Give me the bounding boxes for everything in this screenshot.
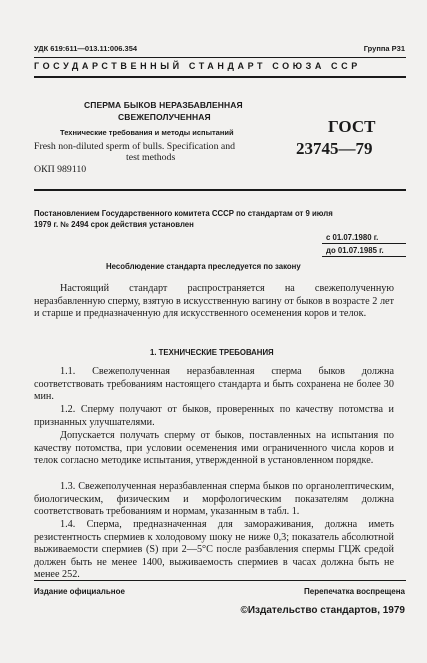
validity-rule-1 xyxy=(322,243,406,244)
validity-rule-2 xyxy=(322,256,406,257)
banner-rule xyxy=(34,76,406,78)
gost-label: ГОСТ xyxy=(328,117,376,136)
doc-subtitle: Технические требования и методы испытаний xyxy=(60,128,234,137)
top-rule xyxy=(34,57,406,58)
english-title-line1: Fresh non-diluted sperm of bulls. Specification and xyxy=(34,141,236,152)
okp-code: ОКП 989110 xyxy=(34,164,87,175)
legal-warning: Несоблюдение стандарта преследуется по закону xyxy=(106,262,301,271)
title-rule xyxy=(34,189,406,191)
english-title-line2: test methods xyxy=(126,152,176,163)
decree-line2: 1979 г. № 2494 срок действия установлен xyxy=(34,220,194,229)
gost-number: 23745—79 xyxy=(296,139,373,158)
validity-from: с 01.07.1980 г. xyxy=(326,233,379,242)
reprint-prohibited: Перепечатка воспрещена xyxy=(304,587,405,596)
group-code: Группа Р31 xyxy=(363,44,405,53)
official-edition: Издание официальное xyxy=(34,587,125,596)
state-standard-banner: ГОСУДАРСТВЕННЫЙ СТАНДАРТ СОЮЗА ССР xyxy=(34,61,361,71)
decree-line1: Постановлением Государственного комитета СССР по стандартам от 9 июля xyxy=(34,209,333,218)
clause-1-2-note: Допускается получать сперму от быков, поставленных на испытания по качеству потомства, при условии осеменения ими ограниченного числа коров и телок согласно методике испытания, утвержденной в установленном порядке. xyxy=(34,430,394,467)
clause-1-1: 1.1. Свежеполученная неразбавленная сперма быков должна соответствовать требованиям настоящего стандарта и быть сохранена не более 30 мин. xyxy=(34,366,394,403)
section-1-heading: 1. ТЕХНИЧЕСКИЕ ТРЕБОВАНИЯ xyxy=(150,348,274,357)
copyright: ©Издательство стандартов, 1979 xyxy=(240,605,405,616)
footer-rule xyxy=(34,580,406,581)
validity-to: до 01.07.1985 г. xyxy=(326,246,384,255)
clause-1-3: 1.3. Свежеполученная неразбавленная сперма быков по органолептическим, биологическим, физическим и морфологическим показателям должна соответствовать требованиям и нормам, указанным в табл. 1. xyxy=(34,481,394,518)
doc-title-line1: СПЕРМА БЫКОВ НЕРАЗБАВЛЕННАЯ xyxy=(84,100,243,110)
doc-title-line2: СВЕЖЕПОЛУЧЕННАЯ xyxy=(118,112,211,122)
udk-code: УДК 619:611—013.11:006.354 xyxy=(34,44,138,53)
clause-1-4: 1.4. Сперма, предназначенная для замораживания, должна иметь резистентность спермиев к холодовому шоку не ниже 0,3; показатель абсолютной выживаемости спермиев (S) при 2—5°С после разбавления спермы ГЦЖ средой должен быть не менее 1400, выживаемость спермиев в часах должна быть не менее 252. xyxy=(34,519,394,581)
clause-1-2: 1.2. Сперму получают от быков, проверенных по качеству потомства и признанных улучшателями. xyxy=(34,404,394,428)
intro-paragraph: Настоящий стандарт распространяется на свежеполученную неразбавленную сперму, взятую в искусственную вагину от быков в возрасте 2 лет и старше и предназначенную для искусственного осеменения коров и телок. xyxy=(34,283,394,320)
